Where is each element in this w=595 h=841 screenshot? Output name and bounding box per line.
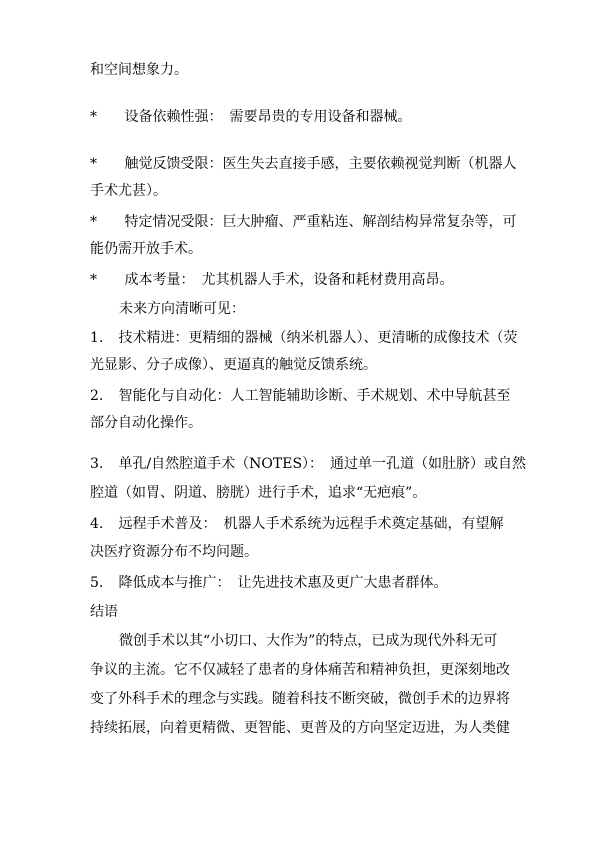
- line-text: 变了外科手术的理念与实践。随着科技不断突破，微创手术的边界将: [90, 691, 510, 707]
- item-text: 远程手术普及： 机器人手术系统为远程手术奠定基础，有望解: [118, 516, 504, 532]
- line-text: 微创手术以其“小切口、大作为”的特点，已成为现代外科无可: [119, 633, 498, 649]
- line-text: 未来方向清晰可见：: [119, 301, 245, 317]
- line-text: 能仍需开放手术。: [90, 241, 202, 257]
- item-text: 降低成本与推广： 让先进技术惠及更广大患者群体。: [118, 575, 448, 591]
- item-number: 5.: [90, 575, 104, 591]
- bullet-text: 特定情况受限：巨大肿瘤、严重粘连、解剖结构异常复杂等，可: [124, 214, 517, 230]
- heading-text: 结语: [90, 604, 118, 620]
- item-text: 技术精进：更精细的器械（纳米机器人）、更清晰的成像技术（荧: [118, 330, 518, 346]
- bullet-marker: *: [90, 214, 97, 230]
- item-text: 单孔/自然腔道手术（NOTES）： 通过单一孔道（如肚脐）或自然: [118, 456, 527, 472]
- text-line: [119, 300, 245, 318]
- bullet-item: [90, 155, 516, 173]
- item-number: 3.: [90, 456, 104, 472]
- bullet-marker: *: [90, 109, 97, 125]
- line-text: 争议的主流。它不仅减轻了患者的身体痛苦和精神负担，更深刻地改: [90, 662, 510, 678]
- numbered-item: [90, 515, 503, 533]
- bullet-marker: *: [90, 272, 97, 288]
- line-text: 决医疗资源分布不均问题。: [90, 544, 258, 560]
- bullet-item: [90, 213, 516, 231]
- bullet-text: 设备依赖性强： 需要昂贵的专用设备和器械。: [124, 109, 412, 125]
- numbered-item: [90, 329, 517, 347]
- paragraph-line: [119, 632, 497, 650]
- text-line: [90, 356, 377, 374]
- item-number: 2.: [90, 388, 104, 404]
- line-text: 部分自动化操作。: [90, 415, 202, 431]
- line-text: 和空间想象力。: [90, 62, 188, 78]
- text-line: [90, 240, 202, 258]
- section-heading: [90, 603, 118, 621]
- text-line: [90, 182, 167, 200]
- text-line: [90, 414, 202, 432]
- paragraph-line: [90, 690, 510, 708]
- line-text: 持续拓展，向着更精微、更智能、更普及的方向坚定迈进，为人类健: [90, 720, 510, 736]
- text-line: [90, 61, 188, 79]
- bullet-marker: *: [90, 156, 97, 172]
- paragraph-line: [90, 719, 510, 737]
- bullet-text: 成本考量： 尤其机器人手术，设备和耗材费用高昂。: [124, 272, 454, 288]
- bullet-item: [90, 271, 453, 289]
- paragraph-line: [90, 661, 510, 679]
- item-text: 智能化与自动化：人工智能辅助诊断、手术规划、术中导航甚至: [118, 388, 511, 404]
- numbered-item: [90, 387, 510, 405]
- text-line: [90, 484, 426, 502]
- item-number: 4.: [90, 516, 104, 532]
- text-line: [90, 543, 258, 561]
- line-text: 光显影、分子成像）、更逼真的触觉反馈系统。: [90, 357, 377, 373]
- numbered-item: [90, 455, 526, 473]
- item-number: 1.: [90, 330, 104, 346]
- line-text: 腔道（如胃、阴道、膀胱）进行手术，追求“无疤痕”。: [90, 485, 427, 501]
- line-text: 手术尤甚）。: [90, 183, 167, 199]
- bullet-item: [90, 108, 411, 126]
- numbered-item: [90, 574, 447, 592]
- bullet-text: 触觉反馈受限：医生失去直接手感，主要依赖视觉判断（机器人: [124, 156, 517, 172]
